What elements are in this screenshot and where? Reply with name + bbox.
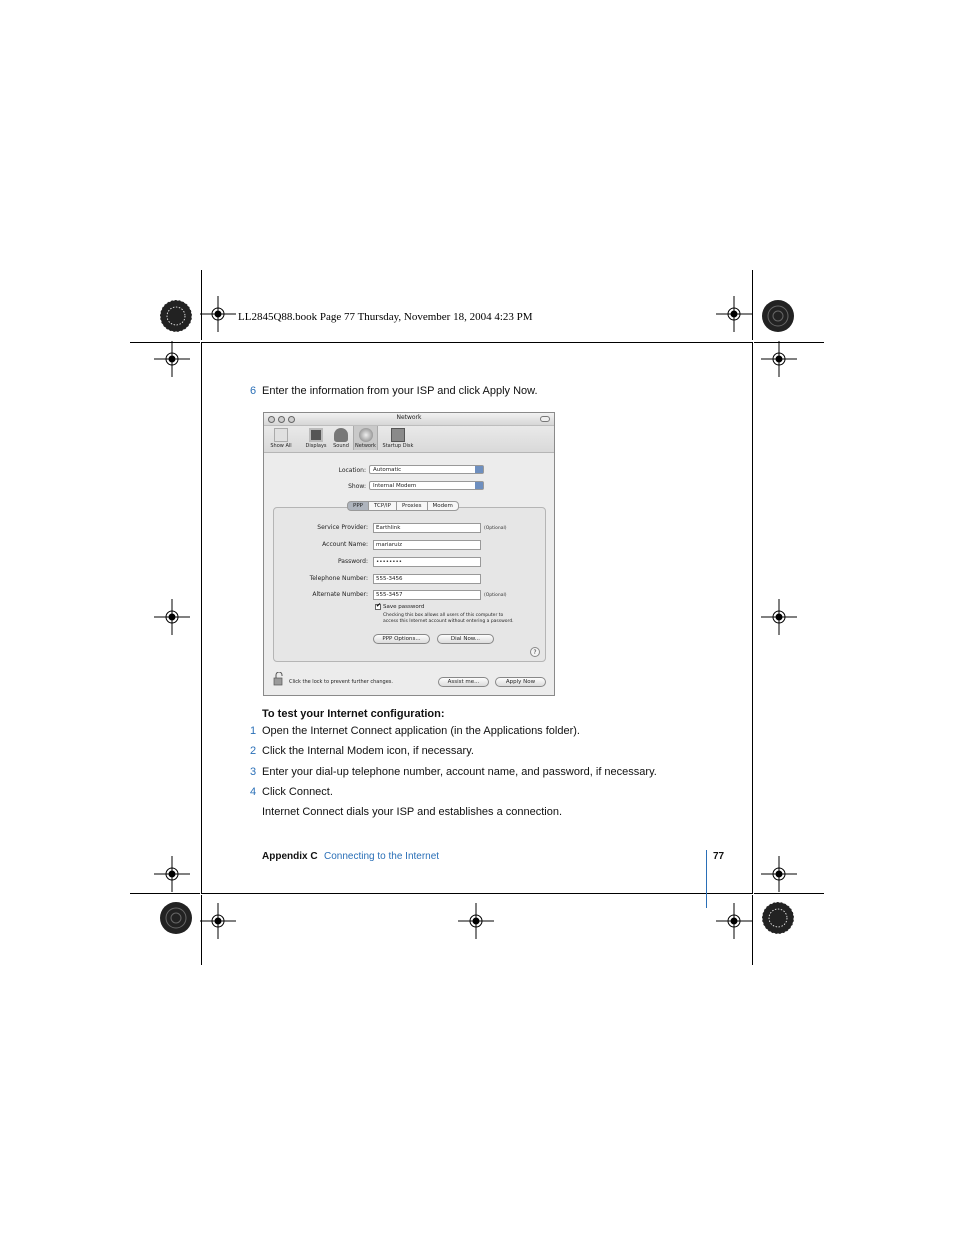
step-number: 3 bbox=[250, 766, 257, 778]
step-text: Click the Internal Modem icon, if necessary. bbox=[262, 745, 474, 757]
footer-section: Appendix C bbox=[262, 851, 318, 862]
apply-now-button[interactable]: Apply Now bbox=[495, 677, 546, 687]
tab-proxies[interactable]: Proxies bbox=[396, 501, 428, 511]
toolbar-label: Startup Disk bbox=[382, 443, 414, 449]
tab-bar bbox=[347, 501, 459, 511]
page-number: 77 bbox=[713, 851, 725, 862]
show-label: Show: bbox=[348, 483, 366, 490]
closing-paragraph: Internet Connect dials your ISP and establishes a connection. bbox=[262, 806, 563, 818]
toolbar-displays[interactable] bbox=[304, 428, 328, 449]
account-name-field[interactable]: mariaruiz bbox=[373, 540, 481, 550]
window-titlebar bbox=[264, 413, 554, 426]
globe-icon bbox=[359, 428, 373, 442]
page-frame-bottom bbox=[201, 893, 753, 894]
speaker-icon bbox=[334, 428, 348, 442]
network-window bbox=[263, 412, 555, 696]
help-button[interactable]: ? bbox=[530, 647, 540, 657]
location-value: Automatic bbox=[373, 467, 402, 473]
show-value: Internal Modem bbox=[373, 483, 417, 489]
save-password-label: Save password bbox=[383, 604, 425, 610]
toolbar-label: Network bbox=[355, 443, 376, 449]
alternate-number-field[interactable]: 555-3457 bbox=[373, 590, 481, 600]
optional-note: (Optional) bbox=[484, 593, 507, 598]
crop-mark bbox=[752, 895, 753, 965]
password-field[interactable]: •••••••• bbox=[373, 557, 481, 567]
lock-status-text: Click the lock to prevent further changes. bbox=[289, 679, 393, 685]
crop-mark bbox=[130, 342, 200, 343]
section-heading: To test your Internet configuration: bbox=[262, 708, 445, 720]
page-frame-left bbox=[201, 342, 202, 894]
tab-ppp[interactable]: PPP bbox=[347, 501, 369, 511]
crop-mark bbox=[754, 893, 824, 894]
popup-arrows-icon bbox=[475, 466, 483, 473]
toolbar-label: Show All bbox=[270, 443, 292, 449]
show-popup[interactable] bbox=[369, 481, 484, 490]
toolbar-sound[interactable] bbox=[330, 428, 352, 449]
dial-now-button[interactable]: Dial Now... bbox=[437, 634, 494, 644]
lock-icon[interactable] bbox=[273, 672, 285, 686]
optional-note: (Optional) bbox=[484, 526, 507, 531]
prefs-toolbar bbox=[264, 426, 554, 453]
toolbar-network[interactable] bbox=[353, 426, 378, 450]
location-label: Location: bbox=[338, 467, 366, 474]
toolbar-label: Sound bbox=[333, 443, 349, 449]
tab-tcpip[interactable]: TCP/IP bbox=[368, 501, 397, 511]
assist-me-button[interactable]: Assist me... bbox=[438, 677, 489, 687]
crop-mark bbox=[130, 893, 200, 894]
crop-mark bbox=[752, 270, 753, 340]
disk-icon bbox=[391, 428, 405, 442]
ppp-options-button[interactable]: PPP Options... bbox=[373, 634, 430, 644]
account-name-label: Account Name: bbox=[322, 541, 368, 548]
step-text: Enter the information from your ISP and click Apply Now. bbox=[262, 385, 538, 397]
save-password-checkbox[interactable] bbox=[375, 604, 381, 610]
location-popup[interactable] bbox=[369, 465, 484, 474]
step-number: 2 bbox=[250, 745, 257, 757]
toolbar-show-all[interactable] bbox=[268, 428, 294, 449]
show-all-icon bbox=[274, 428, 288, 442]
crop-mark bbox=[754, 342, 824, 343]
step-text: Enter your dial-up telephone number, account name, and password, if necessary. bbox=[262, 766, 657, 778]
password-label: Password: bbox=[337, 558, 368, 565]
footer-divider bbox=[706, 850, 707, 908]
toolbar-toggle-button[interactable] bbox=[540, 416, 550, 422]
window-title: Network bbox=[396, 414, 422, 421]
alternate-number-label: Alternate Number: bbox=[312, 591, 368, 598]
checkmark-icon: ✔ bbox=[376, 602, 382, 609]
step-number: 6 bbox=[250, 385, 257, 397]
step-number: 1 bbox=[250, 725, 257, 737]
telephone-label: Telephone Number: bbox=[309, 575, 368, 582]
telephone-field[interactable]: 555-3456 bbox=[373, 574, 481, 584]
page-frame-top bbox=[201, 342, 753, 343]
service-provider-label: Service Provider: bbox=[317, 524, 368, 531]
page-frame-right bbox=[752, 342, 753, 894]
service-provider-field[interactable]: Earthlink bbox=[373, 523, 481, 533]
step-text: Open the Internet Connect application (in the Applications folder). bbox=[262, 725, 580, 737]
print-slug: LL2845Q88.book Page 77 Thursday, November 18, 2004 4:23 PM bbox=[238, 311, 533, 323]
step-number: 4 bbox=[250, 786, 257, 798]
toolbar-startup-disk[interactable] bbox=[380, 428, 416, 449]
save-password-help: Checking this box allows all users of this computer to bbox=[383, 613, 504, 618]
save-password-help: access this Internet account without entering a password. bbox=[383, 619, 514, 624]
footer-chapter-title: Connecting to the Internet bbox=[324, 851, 440, 862]
crop-mark bbox=[201, 895, 202, 965]
display-icon bbox=[309, 428, 323, 442]
popup-arrows-icon bbox=[475, 482, 483, 489]
toolbar-label: Displays bbox=[305, 443, 327, 449]
crop-mark bbox=[201, 270, 202, 340]
tab-modem[interactable]: Modem bbox=[427, 501, 459, 511]
step-text: Click Connect. bbox=[262, 786, 333, 798]
